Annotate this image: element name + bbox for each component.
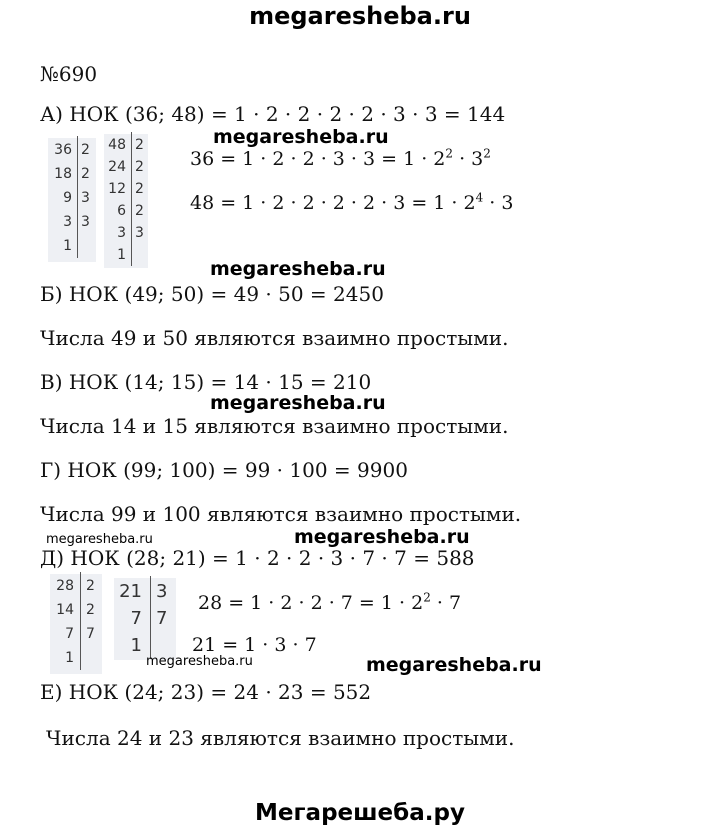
factor-dividend: 18 bbox=[54, 166, 72, 182]
part-g-note: Числа 99 и 100 являются взаимно простыми. bbox=[40, 502, 522, 526]
part-v-note: Числа 14 и 15 являются взаимно простыми. bbox=[40, 414, 509, 438]
part-a-eq-36: $36 = 1 \cdot 2 \cdot 2 \cdot 3 \cdot 3 = 1 \cdot 2^2 \cdot 3^2$ bbox=[190, 146, 491, 170]
part-d-eq-21: 21 = 1 · 3 · 7 bbox=[192, 634, 317, 656]
factor-divisor: 7 bbox=[86, 626, 95, 642]
watermark-mid-2: megaresheba.ru bbox=[210, 258, 386, 280]
watermark-mid-4: megaresheba.ru bbox=[294, 526, 470, 548]
factor-divisor: 2 bbox=[135, 159, 144, 175]
factor-divider-line bbox=[77, 136, 78, 258]
factor-divisor: 2 bbox=[86, 578, 95, 594]
factor-dividend: 12 bbox=[108, 181, 126, 197]
factor-divisor: 2 bbox=[135, 181, 144, 197]
part-d-eq-28: $28 = 1 \cdot 2 \cdot 2 \cdot 7 = 1 \cdot 2^2 \cdot 7$ bbox=[198, 590, 462, 614]
factor-dividend: 28 bbox=[56, 578, 74, 594]
part-v-line: В) НОК (14; 15) = 14 · 15 = 210 bbox=[40, 370, 372, 394]
factor-dividend: 1 bbox=[117, 247, 126, 263]
part-e-line: Е) НОК (24; 23) = 24 · 23 = 552 bbox=[40, 680, 372, 704]
factor-divisor bbox=[81, 234, 95, 258]
factor-dividend: 21 bbox=[119, 581, 142, 602]
factor-dividend: 7 bbox=[65, 626, 74, 642]
factor-dividend: 7 bbox=[130, 608, 142, 629]
part-a-eq-48: $48 = 1 \cdot 2 \cdot 2 \cdot 2 \cdot 2 \cdot 3 = 1 \cdot 2^4 \cdot 3$ bbox=[190, 190, 514, 214]
factor-divisor: 3 bbox=[135, 225, 144, 241]
factor-dividend: 1 bbox=[65, 650, 74, 666]
factor-dividend: 48 bbox=[108, 137, 126, 153]
factor-divisor: 3 bbox=[81, 214, 90, 230]
factor-divisor: 2 bbox=[81, 166, 90, 182]
factor-divisor bbox=[86, 646, 100, 670]
factor-divider-line bbox=[150, 576, 151, 659]
factor-divisor bbox=[135, 244, 149, 266]
factor-dividend: 14 bbox=[56, 602, 74, 618]
factor-dividend: 3 bbox=[117, 225, 126, 241]
part-d-line: Д) НОК (28; 21) = 1 · 2 · 2 · 3 · 7 · 7 = 588 bbox=[40, 546, 475, 570]
watermark-bottom: Мегарешеба.ру bbox=[255, 800, 465, 826]
part-e-note: Числа 24 и 23 являются взаимно простыми. bbox=[46, 726, 515, 750]
factor-dividend: 24 bbox=[108, 159, 126, 175]
factor-dividend: 6 bbox=[117, 203, 126, 219]
part-b-note: Числа 49 и 50 являются взаимно простыми. bbox=[40, 326, 509, 350]
factor-dividend: 1 bbox=[130, 635, 142, 656]
factor-divisor: 2 bbox=[135, 137, 144, 153]
factor-dividend: 9 bbox=[63, 190, 72, 206]
factor-dividend: 36 bbox=[54, 142, 72, 158]
part-g-line: Г) НОК (99; 100) = 99 · 100 = 9900 bbox=[40, 458, 408, 482]
part-b-line: Б) НОК (49; 50) = 49 · 50 = 2450 bbox=[40, 282, 384, 306]
watermark-small-1: megaresheba.ru bbox=[46, 532, 153, 547]
factor-divisor: 7 bbox=[156, 608, 168, 629]
factor-dividend: 3 bbox=[63, 214, 72, 230]
factor-divisor: 2 bbox=[86, 602, 95, 618]
factor-divider-line bbox=[131, 132, 132, 266]
factor-divisor: 3 bbox=[81, 190, 90, 206]
factor-divisor: 2 bbox=[135, 203, 144, 219]
factor-dividend: 1 bbox=[63, 238, 72, 254]
watermark-small-2: megaresheba.ru bbox=[146, 654, 253, 669]
problem-number: №690 bbox=[40, 62, 98, 86]
factor-divisor: 3 bbox=[156, 581, 168, 602]
factor-divisor: 2 bbox=[81, 142, 90, 158]
part-a-line: А) НОК (36; 48) = 1 · 2 · 2 · 2 · 2 · 3 · 3 = 144 bbox=[40, 102, 506, 126]
watermark-mid-3: megaresheba.ru bbox=[210, 392, 386, 414]
watermark-mid-1: megaresheba.ru bbox=[213, 126, 389, 148]
watermark-mid-5: megaresheba.ru bbox=[366, 654, 542, 676]
watermark-top: megaresheba.ru bbox=[249, 2, 471, 30]
factor-divider-line bbox=[80, 572, 81, 670]
